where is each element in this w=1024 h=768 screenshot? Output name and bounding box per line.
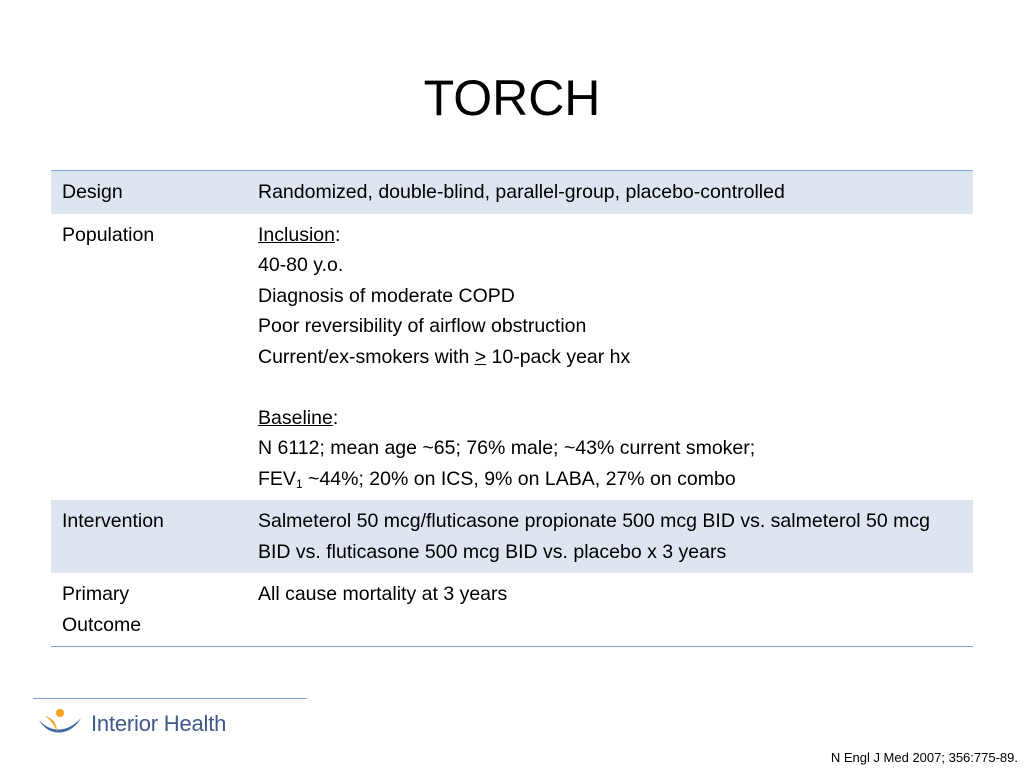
baseline-heading-line: Baseline: [258, 406, 339, 429]
interior-health-logo [35, 706, 226, 742]
footer-divider [33, 698, 307, 699]
baseline-line-2-rest: ~44%; 20% on ICS, 9% on LABA, 27% on combo [302, 467, 736, 490]
row-label-outcome [51, 573, 247, 647]
inclusion-item: Poor reversibility of airflow obstruction [258, 315, 587, 337]
inclusion-heading: Inclusion [258, 223, 335, 246]
row-value-population [247, 214, 973, 501]
logo-text: Interior Health [91, 711, 227, 736]
row-value-intervention: Salmeterol 50 mcg/fluticasone propionate 500 mcg BID vs. salmeterol 50 mcg BID vs. fluticasone 500 mcg BID vs. placebo x 3 years [247, 500, 973, 573]
inclusion-heading-line: Inclusion: [258, 223, 341, 246]
row-value-outcome: All cause mortality at 3 years [258, 583, 508, 605]
baseline-heading: Baseline [258, 406, 333, 429]
smokers-suffix: 10-pack year hx [486, 345, 631, 368]
inclusion-item: Diagnosis of moderate COPD [258, 284, 515, 307]
row-label-intervention: Intervention [51, 500, 247, 573]
study-summary-table [51, 170, 973, 647]
fev-label: FEV [258, 467, 296, 490]
interior-health-logo-icon [35, 706, 85, 742]
row-label-population: Population [62, 223, 155, 246]
smokers-prefix: Current/ex-smokers with [258, 345, 475, 368]
table-row-design [51, 171, 973, 214]
greater-equal-symbol: > [474, 345, 487, 368]
table-row-outcome [51, 573, 973, 647]
inclusion-item-smokers [258, 342, 962, 373]
table-row-intervention [51, 500, 973, 573]
outcome-label-line1: Primary [62, 583, 130, 605]
inclusion-item: 40-80 y.o. [258, 254, 344, 276]
outcome-label-line2: Outcome [62, 613, 142, 636]
fev-subscript: 1 [295, 476, 303, 491]
baseline-line-1: N 6112; mean age ~65; 76% male; ~43% current smoker; [258, 437, 756, 459]
slide-title: TORCH [423, 70, 601, 126]
table-row-population [51, 214, 973, 501]
spacer [258, 372, 962, 403]
row-value-design: Randomized, double-blind, parallel-group, placebo-controlled [247, 171, 973, 214]
citation: N Engl J Med 2007; 356:775-89. [830, 750, 1018, 765]
row-label-design: Design [51, 171, 247, 214]
baseline-line-2 [258, 464, 962, 495]
